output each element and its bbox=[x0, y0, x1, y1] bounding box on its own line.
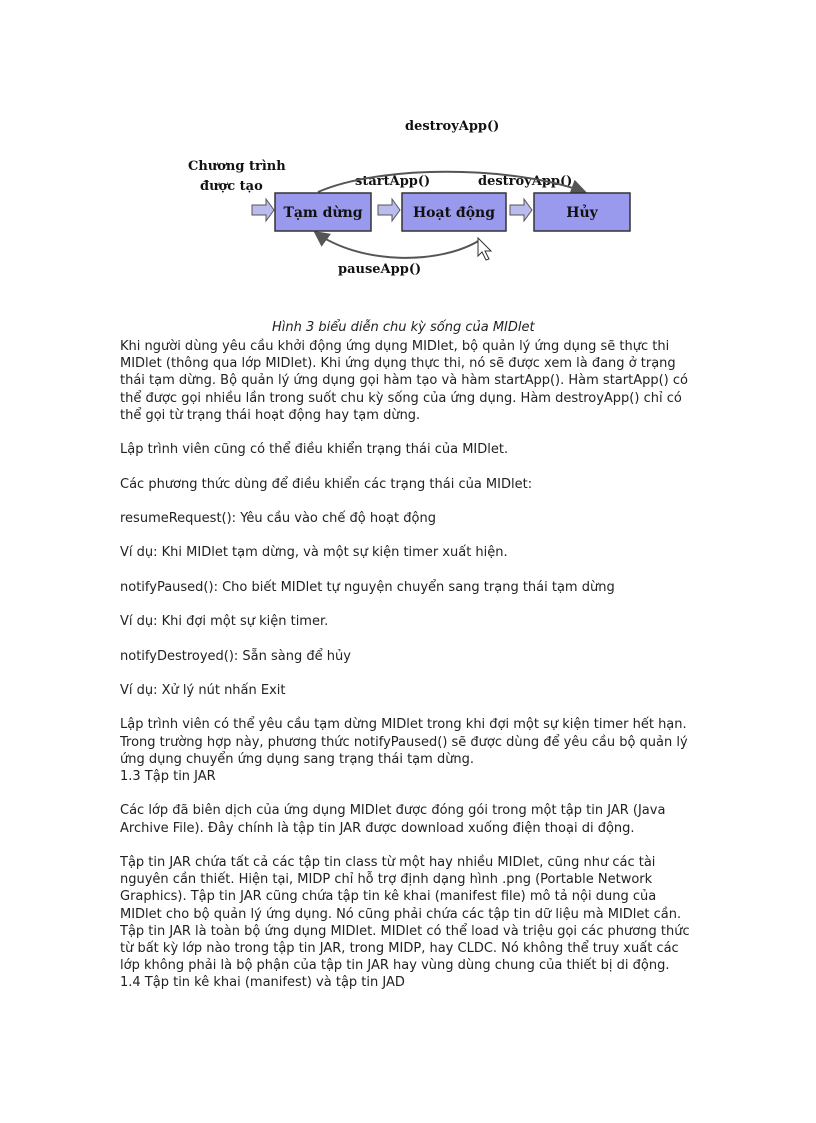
paragraph-control: Lập trình viên cũng có thể điều khiển trạng thái của MIDlet. bbox=[120, 442, 509, 458]
start-app-label: startApp() bbox=[355, 174, 431, 189]
pause-curve-arrow bbox=[315, 232, 480, 258]
pause-app-label: pauseApp() bbox=[338, 262, 422, 277]
paragraph-example-3: Ví dụ: Xử lý nút nhấn Exit bbox=[120, 682, 286, 698]
paragraph-pause-request: Lập trình viên có thể yêu cầu tạm dừng MIDlet trong khi đợi một sự kiện timer hết hạn. Trong trường hợp này, phương thức notifyPaused() sẽ được dùng để yêu cầu bộ quản lý ứng dụng chuyển ứng dụng sang trạng thái tạm dừng. bbox=[120, 717, 688, 767]
mouse-cursor-icon bbox=[478, 238, 491, 260]
figure-caption: Hình 3 biểu diễn chu kỳ sống của MIDlet bbox=[272, 320, 535, 335]
state-arrow-1 bbox=[378, 199, 400, 221]
paragraph-methods: Các phương thức dùng để điều khiển các trạng thái của MIDlet: bbox=[120, 476, 533, 492]
heading-jar: 1.3 Tập tin JAR bbox=[120, 768, 216, 784]
state-arrow-2 bbox=[510, 199, 532, 221]
paragraph-jar-intro: Các lớp đã biên dịch của ứng dụng MIDlet được đóng gói trong một tập tin JAR (Java Archive File). Đây chính là tập tin JAR được download xuống điện thoại di động. bbox=[120, 803, 666, 836]
heading-manifest: 1.4 Tập tin kê khai (manifest) và tập tin JAD bbox=[120, 975, 405, 991]
paragraph-notify-destroyed: notifyDestroyed(): Sẵn sàng để hủy bbox=[120, 648, 351, 664]
paragraph-notify-paused: notifyPaused(): Cho biết MIDlet tự nguyện chuyển sang trạng thái tạm dừng bbox=[120, 579, 615, 595]
paragraph-example-2: Ví dụ: Khi đợi một sự kiện timer. bbox=[120, 614, 329, 630]
top-destroy-label: destroyApp() bbox=[405, 119, 500, 134]
paragraph-example-1: Ví dụ: Khi MIDlet tạm dừng, và một sự kiện timer xuất hiện. bbox=[120, 545, 508, 561]
paragraph-jar-contents: Tập tin JAR chứa tất cả các tập tin class từ một hay nhiều MIDlet, cũng như các tài nguyên cần thiết. Hiện tại, MIDP chỉ hỗ trợ định dạng hình .png (Portable Network Graphics). Tập tin JAR cũng chứa tập tin kê khai (manifest file) mô tả nội dung của MIDlet cho bộ quản lý ứng dụng. Nó cũng phải chứa các tập tin dữ liệu mà MIDlet cần. Tập tin JAR là toàn bộ ứng dụng MIDlet. MIDlet có thể load và triệu gọi các phương thức từ bất kỳ lớp nào trong tập tin JAR, trong MIDP, hay CLDC. Nó không thể truy xuất các lớp không phải là bộ phận của tập tin JAR hay vùng dùng chung của thiết bị di động. bbox=[120, 854, 690, 974]
start-label-line1: Chương trình bbox=[188, 159, 286, 174]
document-body bbox=[120, 338, 700, 992]
start-label-line2: được tạo bbox=[200, 179, 263, 194]
paragraph-resume: resumeRequest(): Yêu cầu vào chế độ hoạt động bbox=[120, 510, 436, 526]
state-label-paused: Tạm dừng bbox=[283, 205, 363, 221]
paragraph-intro: Khi người dùng yêu cầu khởi động ứng dụng MIDlet, bộ quản lý ứng dụng sẽ thực thi MIDlet (thông qua lớp MIDlet). Khi ứng dụng thực thi, nó sẽ được xem là đang ở trạng thái tạm dừng. Bộ quản lý ứng dụng gọi hàm tạo và hàm startApp(). Hàm startApp() có thể được gọi nhiều lần trong suốt chu kỳ sống của ứng dụng. Hàm destroyApp() chỉ có thể gọi từ trạng thái hoạt động hay tạm dừng. bbox=[120, 339, 688, 423]
state-label-destroyed: Hủy bbox=[566, 205, 598, 221]
start-arrow bbox=[252, 199, 274, 221]
state-label-active: Hoạt động bbox=[412, 205, 496, 221]
midlet-lifecycle-diagram bbox=[180, 110, 640, 290]
destroy-app-label: destroyApp() bbox=[478, 174, 573, 189]
